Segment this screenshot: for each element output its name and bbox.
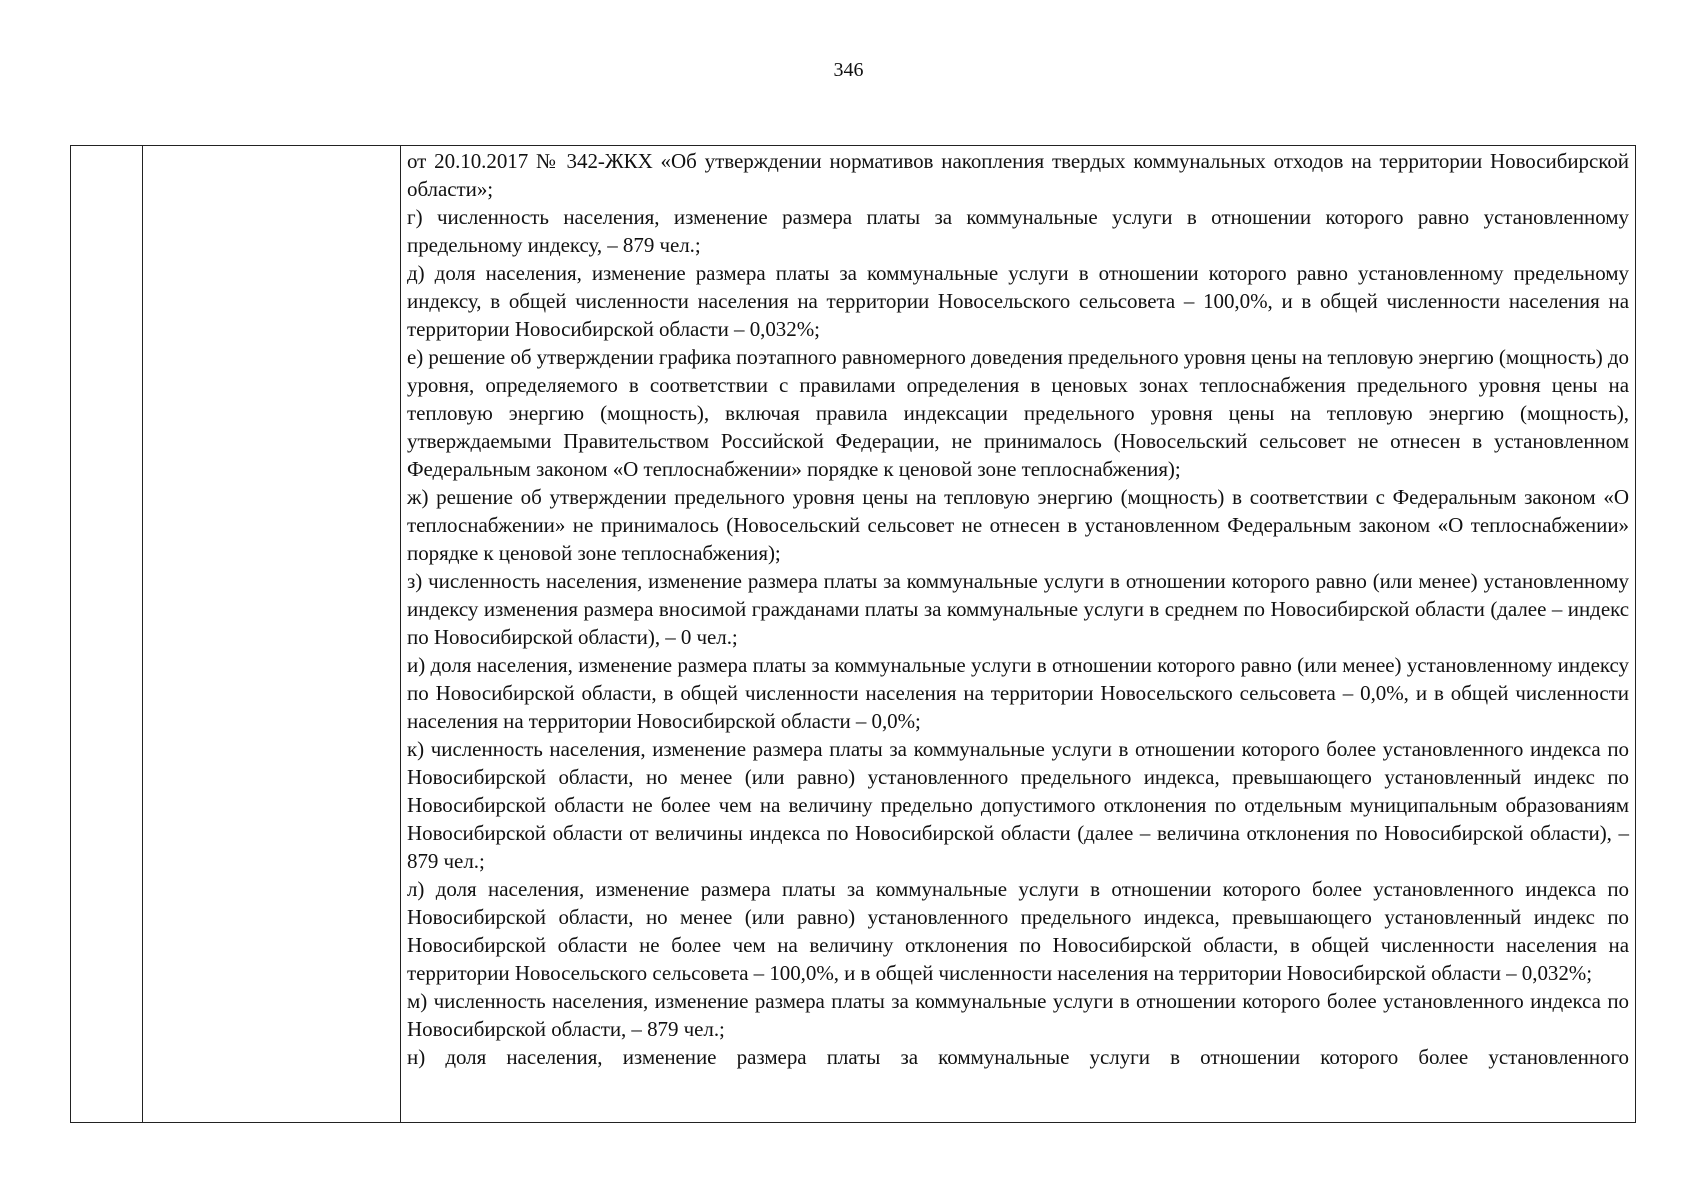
paragraph-g: г) численность населения, изменение размера платы за коммунальные услуги в отношении которого равно установленному предельному индексу, – 879 чел.; xyxy=(407,205,1629,257)
table-cell-content xyxy=(401,146,1636,1123)
paragraph-zh: ж) решение об утверждении предельного уровня цены на тепловую энергию (мощность) в соответствии с Федеральным законом «О теплоснабжении» не принималось (Новосельский сельсовет не отнесен в установленном Федеральным законом «О теплоснабжении» порядке к ценовой зоне теплоснабжения); xyxy=(407,485,1629,565)
table-cell-title xyxy=(143,146,401,1123)
paragraph-n: н) доля населения, изменение размера платы за коммунальные услуги в отношении которого более установленного xyxy=(407,1045,1629,1069)
document-table xyxy=(70,145,1636,1123)
table-cell-number xyxy=(71,146,143,1123)
paragraph-l: л) доля населения, изменение размера платы за коммунальные услуги в отношении которого более установленного индекса по Новосибирской области, но менее (или равно) установленного предельного индекса, превышающего установленный индекс по Новосибирской области не более чем на величину отклонения по Новосибирской области, в общей численности населения на территории Новосельского сельсовета – 100,0%, и в общей численности населения на территории Новосибирской области – 0,032%; xyxy=(407,877,1629,985)
paragraph-intro: от 20.10.2017 № 342-ЖКХ «Об утверждении нормативов накопления твердых коммунальных отходов на территории Новосибирской области»; xyxy=(407,149,1629,201)
table-row xyxy=(71,146,1636,1123)
page-number: 346 xyxy=(833,59,864,81)
paragraph-m: м) численность населения, изменение размера платы за коммунальные услуги в отношении которого более установленного индекса по Новосибирской области, – 879 чел.; xyxy=(407,989,1629,1041)
paragraph-e: е) решение об утверждении графика поэтапного равномерного доведения предельного уровня цены на тепловую энергию (мощность) до уровня, определяемого в соответствии с правилами определения в ценовых зонах теплоснабжения предельного уровня цены на тепловую энергию (мощность), включая правила индексации предельного уровня цены на тепловую энергию (мощность), утверждаемыми Правительством Российской Федерации, не принималось (Новосельский сельсовет не отнесен в установленном Федеральным законом «О теплоснабжении» порядке к ценовой зоне теплоснабжения); xyxy=(407,345,1629,481)
paragraph-d: д) доля населения, изменение размера платы за коммунальные услуги в отношении которого равно установленному предельному индексу, в общей численности населения на территории Новосельского сельсовета – 100,0%, и в общей численности населения на территории Новосибирской области – 0,032%; xyxy=(407,261,1629,341)
cell-text xyxy=(401,146,1635,1071)
paragraph-z: з) численность населения, изменение размера платы за коммунальные услуги в отношении которого равно (или менее) установленному индексу изменения размера вносимой гражданами платы за коммунальные услуги в среднем по Новосибирской области (далее – индекс по Новосибирской области), – 0 чел.; xyxy=(407,569,1629,649)
paragraph-i: и) доля населения, изменение размера платы за коммунальные услуги в отношении которого равно (или менее) установленному индексу по Новосибирской области, в общей численности населения на территории Новосельского сельсовета – 0,0%, и в общей численности населения на территории Новосибирской области – 0,0%; xyxy=(407,653,1629,733)
paragraph-k: к) численность населения, изменение размера платы за коммунальные услуги в отношении которого более установленного индекса по Новосибирской области, но менее (или равно) установленного предельного индекса, превышающего установленный индекс по Новосибирской области не более чем на величину предельно допустимого отклонения по отдельным муниципальным образованиям Новосибирской области от величины индекса по Новосибирской области (далее – величина отклонения по Новосибирской области), – 879 чел.; xyxy=(407,737,1629,873)
